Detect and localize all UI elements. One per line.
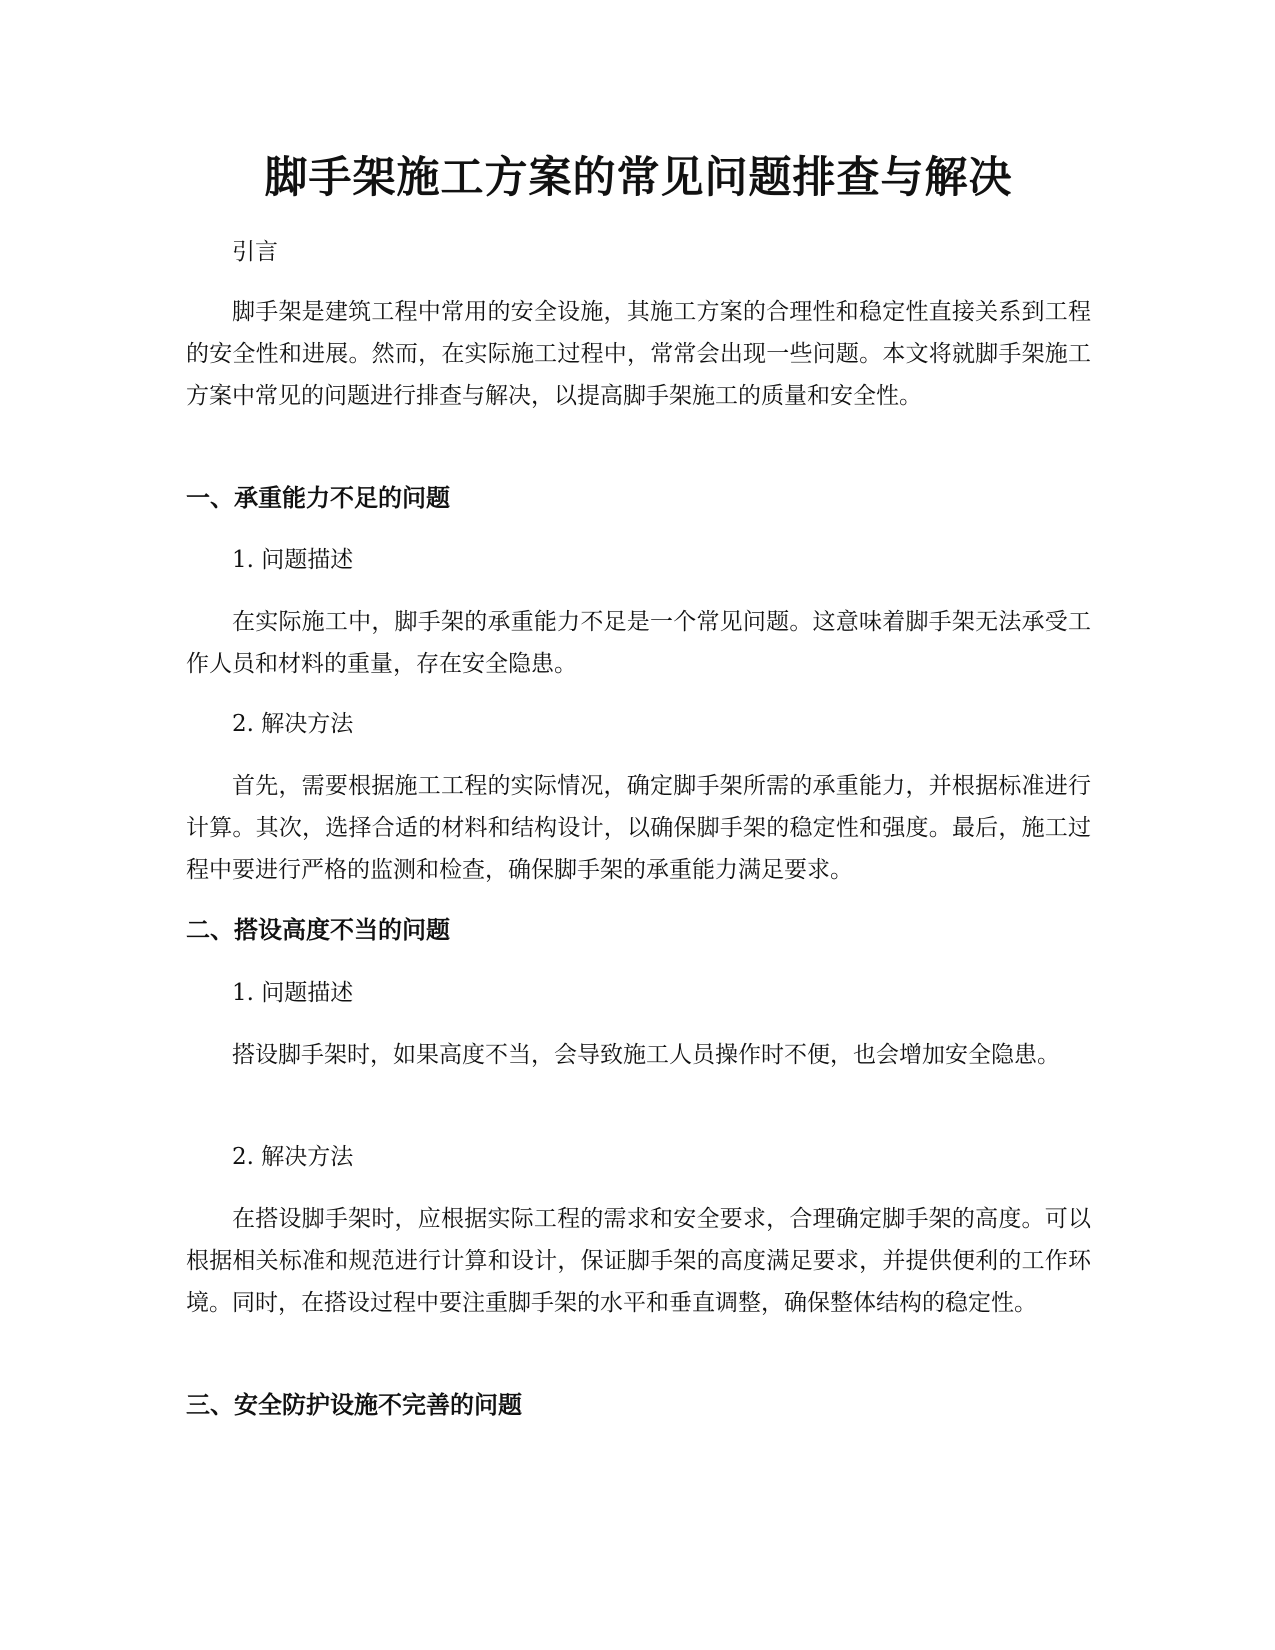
- intro-paragraph: 脚手架是建筑工程中常用的安全设施，其施工方案的合理性和稳定性直接关系到工程的安全性和进展。然而，在实际施工过程中，常常会出现一些问题。本文将就脚手架施工方案中常见的问题进行排查与解决，以提高脚手架施工的质量和安全性。: [186, 299, 1091, 409]
- section-1-problem-text: 在实际施工中，脚手架的承重能力不足是一个常见问题。这意味着脚手架无法承受工作人员和材料的重量，存在安全隐患。: [186, 609, 1091, 677]
- section-1-solution-text: 首先，需要根据施工工程的实际情况，确定脚手架所需的承重能力，并根据标准进行计算。其次，选择合适的材料和结构设计，以确保脚手架的稳定性和强度。最后，施工过程中要进行严格的监测和检查，确保脚手架的承重能力满足要求。: [186, 773, 1091, 883]
- section-2-problem-text: 搭设脚手架时，如果高度不当，会导致施工人员操作时不便，也会增加安全隐患。: [232, 1042, 1060, 1068]
- section-2-solution-text: 在搭设脚手架时，应根据实际工程的需求和安全要求，合理确定脚手架的高度。可以根据相关标准和规范进行计算和设计，保证脚手架的高度满足要求，并提供便利的工作环境。同时，在搭设过程中要注重脚手架的水平和垂直调整，确保整体结构的稳定性。: [186, 1206, 1091, 1316]
- section-2-solution-label: 2. 解决方法: [232, 1144, 354, 1170]
- document-title: 脚手架施工方案的常见问题排查与解决: [264, 153, 1013, 203]
- section-1-heading: 一、承重能力不足的问题: [186, 484, 450, 512]
- section-2-heading: 二、搭设高度不当的问题: [186, 916, 450, 944]
- section-1-solution-label: 2. 解决方法: [232, 711, 354, 737]
- section-1-problem-label: 1. 问题描述: [232, 547, 354, 573]
- section-2-problem-label: 1. 问题描述: [232, 980, 354, 1006]
- section-3-heading: 三、安全防护设施不完善的问题: [186, 1391, 522, 1419]
- intro-label: 引言: [232, 239, 278, 265]
